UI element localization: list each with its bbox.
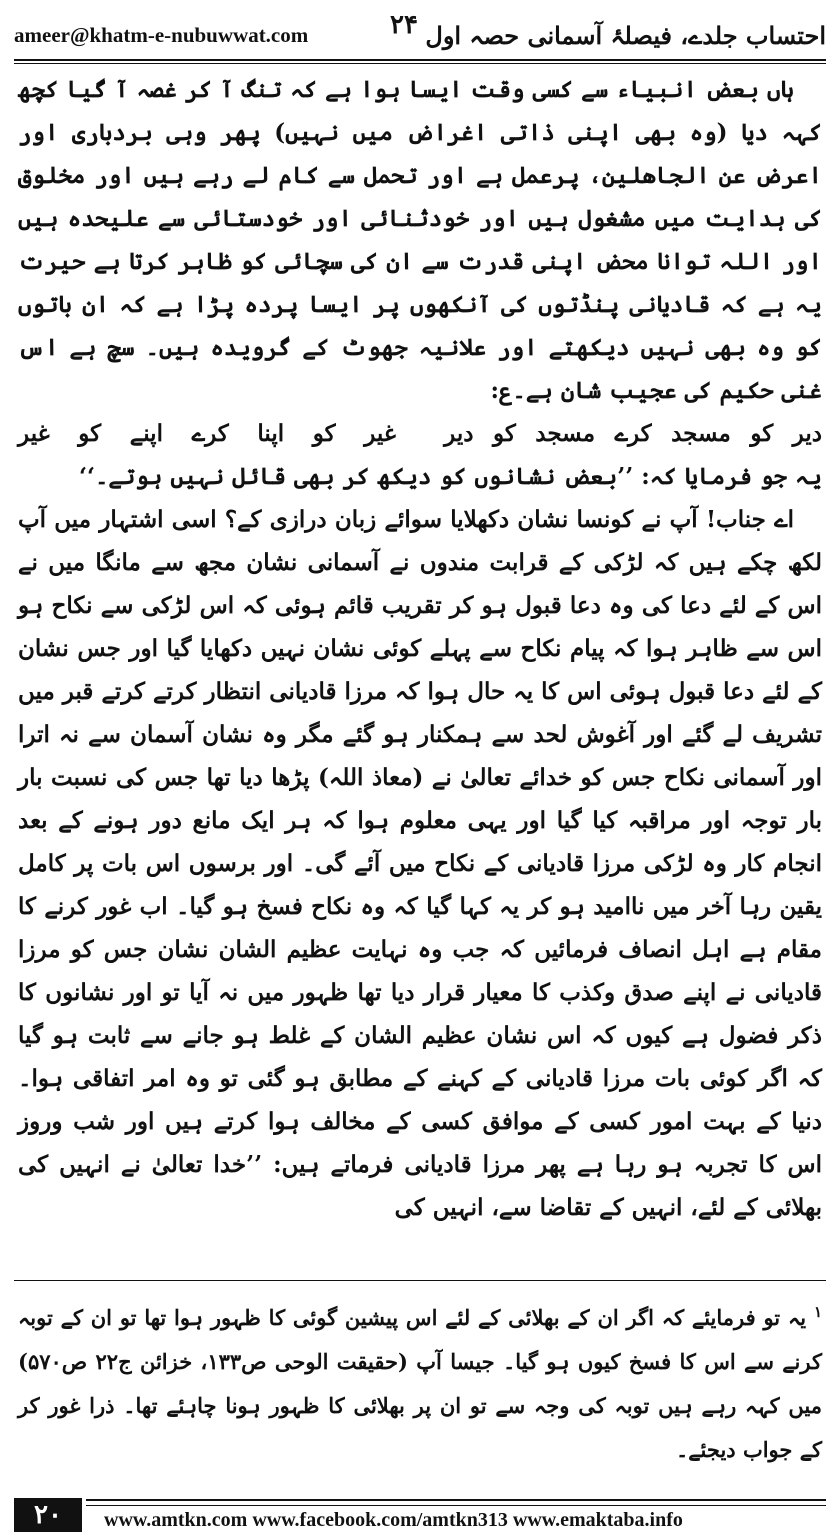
footnote-divider <box>14 1280 826 1281</box>
footer-rule <box>86 1499 826 1506</box>
footer-band <box>82 1497 826 1533</box>
footnote-marker: ۱ <box>813 1303 822 1321</box>
book-title: احتساب جلدے، فیصلۂ آسمانی حصہ اول <box>425 20 826 50</box>
paragraph-2: یہ جو فرمایا کہ: ’’بعض نشانوں کو دیکھ کر بھی قائل نہیں ہوتے۔‘‘ <box>78 463 822 490</box>
footnote <box>18 1290 822 1490</box>
verse-left: غیر کو اپنا کرے اپنے کو غیر <box>18 420 396 447</box>
header-email[interactable]: ameer@khatm-e-nubuwwat.com <box>14 22 309 47</box>
paragraph-3 <box>18 498 822 1229</box>
page-header <box>14 14 826 56</box>
header-rule <box>14 59 826 64</box>
paragraph-1: ہاں بعض انبیاء سے کسی وقت ایسا ہوا ہے کہ تنگ آ کر غصہ آ گیا کچھ کہہ دیا (وہ بھی اپنی ذاتی اغراض میں نہیں) پھر وہی بردباری اور اعرض عن الجاھلین، پرعمل ہے اور تحمل سے کام لے رہے ہیں اور مخلوق کی ہدایت میں مشغول ہیں اور خودثنائی اور خودستائی سے علیحدہ ہیں اور اللہ توانا محض اپنی قدرت سے ان کی سچائی کو ظاہر کرتا ہے حیرت یہ ہے کہ قادیانی پنڈتوں کی آنکھوں پر ایسا پردہ پڑا ہے کہ ان باتوں کو وہ بھی نہیں دیکھتے اور علانیہ جھوٹ کے گرویدہ ہیں۔ سچ ہے اس غنی حکیم کی عجیب شان ہے۔ع: <box>18 76 822 404</box>
page-number: ۲۴ <box>390 10 418 40</box>
verse-couplet <box>18 412 822 455</box>
footer-urls[interactable]: www.amtkn.com www.facebook.com/amtkn313 www.emaktaba.info <box>104 1509 683 1531</box>
verse-right: دیر کو مسجد کرے مسجد کو دیر <box>444 420 822 447</box>
page-footer <box>14 1497 826 1533</box>
footnote-text: یہ تو فرمایئے کہ اگر ان کے بھلائی کے لئے اس پیشین گوئی کا ظہور ہوا تھا تو ان کے توبہ کرنے سے اس کا فسخ کیوں ہو گیا۔ جیسا آپ (حقیقت الوحی ص۱۳۳، خزائن ج۲۲ ص۵۷۰) میں کہہ رہے ہیں توبہ کی وجہ سے تو ان پر بھلائی کا ظہور ہونا چاہئے تھا۔ ذرا غور کر کے جواب دیجئے۔ <box>18 1305 822 1462</box>
main-text <box>18 68 822 1268</box>
folio-number: ۲۰ <box>14 1498 82 1532</box>
paragraph-3-text: اے جناب! آپ نے کونسا نشان دکھلایا سوائے زبان درازی کے؟ اسی اشتہار میں آپ لکھ چکے ہیں کہ لڑکی کے قرابت مندوں نے آسمانی نشان مجھ سے مانگا میں نے اس کے لئے دعا کی وہ دعا قبول ہو کر تقریب قائم ہوئی کہ اس لڑکی سے نکاح ہو اس سے ظاہر ہوا کہ پیام نکاح سے پہلے کوئی نشان نہیں دکھایا گیا اور جس نشان کے لئے دعا قبول ہوئی اس کا یہ حال ہوا کہ مرزا قادیانی انتظار کرتے کرتے قبر میں تشریف لے گئے اور آغوش لحد سے ہمکنار ہو گئے مگر وہ نشان آسمان سے نہ اترا اور آسمانی نکاح جس کو خدائے تعالیٰ نے (معاذ اللہ) پڑھا دیا تھا جس کی نسبت بار بار توجہ اور مراقبہ کیا گیا اور یہی معلوم ہوا کہ ہر ایک مانع دور ہونے کے بعد انجام کار وہ لڑکی مرزا قادیانی کے نکاح میں آئے گی۔ اور برسوں اس بات پر کامل یقین رہا آخر میں ناامید ہو کر یہ کہا گیا کہ وہ نکاح فسخ ہو گیا۔ اب غور کرنے کا مقام ہے اہل انصاف فرمائیں کہ جب وہ نہایت عظیم الشان نشان جس کو مرزا قادیانی نے اپنے صدق وکذب کا معیار قرار دیا تھا ظہور میں نہ آیا تو اور نشانوں کا ذکر فضول ہے کیوں کہ اس نشان عظیم الشان کے غلط ہو جانے سے ثابت ہو گیا کہ اگر کوئی بات مرزا قادیانی کے کہنے کے مطابق ہو گئی تو وہ امر اتفاقی ہوا۔ دنیا کے بہت امور کسی کے موافق کسی کے مخالف ہوا کرتے ہیں اور شب وروز اس کا تجربہ ہو رہا ہے پھر مرزا قادیانی فرماتے ہیں: ’’خدا تعالیٰ نے انہیں کی بھلائی کے لئے، انہیں کے تقاضا سے، انہیں کی <box>18 506 822 1221</box>
